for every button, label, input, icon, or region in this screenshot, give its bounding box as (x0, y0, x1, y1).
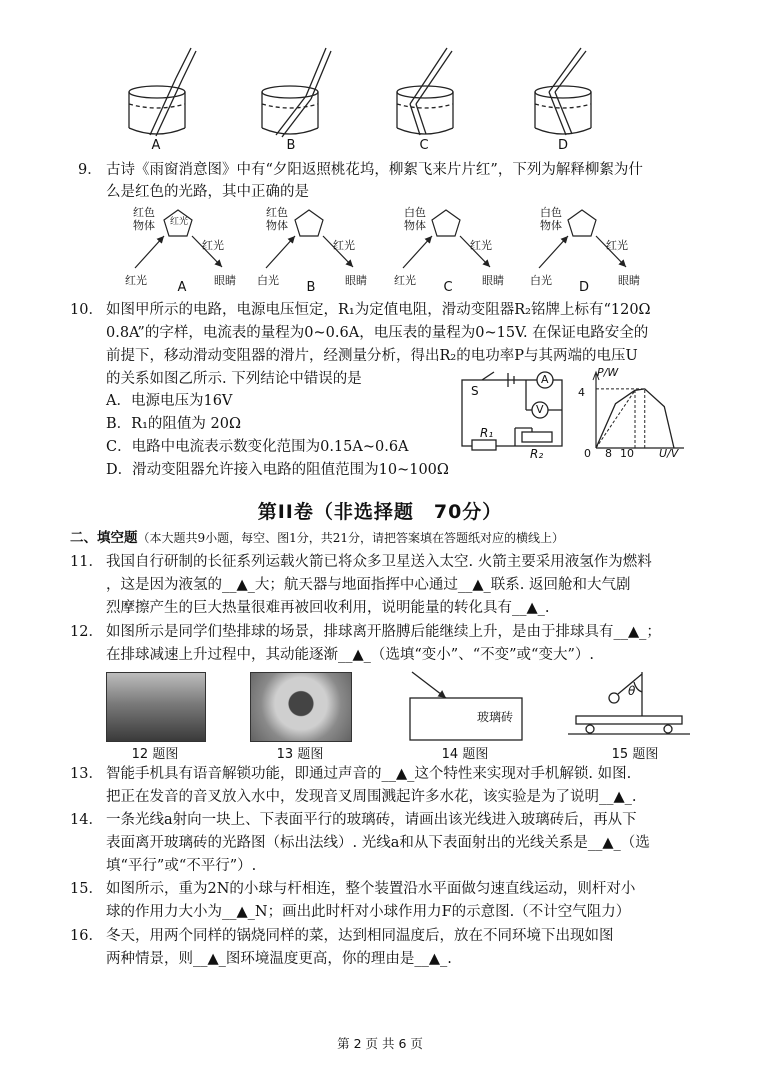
graph-xlabel: U/V (659, 447, 679, 460)
photo-tuning-fork (250, 672, 352, 742)
q13-line-2: 把正在发音的音叉放入水中，发现音叉周围溅起许多水花，该实验是为了说明__▲_. (106, 789, 637, 805)
q9d-in-light: 白光 (530, 274, 552, 287)
glass-block-label: 玻璃砖 (477, 710, 514, 724)
q9a-in-light: 红光 (125, 274, 147, 287)
q10-text-1: 如图甲所示的电路，电源电压恒定，R₁为定值电阻，滑动变阻器R₂铭牌上标有“120Ω (106, 302, 651, 318)
q15-number: 15． (70, 881, 103, 897)
q9-number: 9． (78, 162, 102, 178)
q11-line-3: 烈摩擦产生的巨大热量很难再被回收利用，说明能量的转化具有__▲_. (106, 600, 550, 616)
switch-label: S (471, 384, 479, 398)
q9b-in-light: 白光 (257, 274, 279, 287)
q9b-object: 红色物体 (266, 206, 288, 232)
q9c-in-light: 红光 (394, 274, 416, 287)
section2-note: （本大题共9小题，每空、图1分，共21分，请把答案填在答题纸对应的横线上） (137, 531, 565, 545)
section2-subtitle (70, 528, 564, 548)
q15-line-2: 球的作用力大小为__▲_N；画出此时杆对小球作用力F的示意图.（不计空气阻力） (106, 904, 631, 920)
option-label-d: D (557, 138, 568, 153)
q12-text-1: 如图所示是同学们垫排球的场景，排球离开胳膊后能继续上升，是由于排球具有__▲_； (106, 624, 661, 640)
cart-ball-figure (562, 668, 692, 748)
theta-label: θ (628, 684, 636, 698)
q10-line-3: 前提下，移动滑动变阻器的滑片，经测量分析，得出R₂的电功率P与其两端的电压U (106, 348, 638, 364)
q9b-out-light: 红光 (333, 239, 355, 252)
beaker-a-figure (0, 0, 760, 160)
q9b-eye: 眼睛 (345, 274, 367, 287)
q14-line-3: 填“平行”或“不平行”）. (106, 858, 257, 874)
q11-text-1: 我国自行研制的长征系列运载火箭已将众多卫星送入太空. 火箭主要采用液氢作为燃料 (106, 554, 652, 570)
q10-option-d: D．滑动变阻器允许接入电路的阻值范围为10~100Ω (106, 462, 449, 478)
caption-fig14: 14 题图 (441, 747, 489, 762)
graph-x-tick-8: 8 (605, 447, 612, 460)
q9a-option: A (177, 280, 187, 295)
q9a-out-light: 红光 (202, 239, 224, 252)
caption-fig12: 12 题图 (131, 747, 179, 762)
q11-line-2: ，这是因为液氢的__▲_大；航天器与地面指挥中心通过__▲_联系. 返回舱和大气剧 (106, 577, 631, 593)
pu-graph-svg (586, 368, 696, 468)
graph-ylabel: P/W (597, 366, 619, 379)
option-label-c: C (419, 138, 429, 153)
q12-number: 12． (70, 624, 103, 640)
q9c-option: C (443, 280, 453, 295)
guide-diagonal (596, 390, 635, 448)
q11-line-1 (70, 552, 652, 572)
q16-text-1: 冬天，用两个同样的锅烧同样的菜，达到相同温度后，放在不同环境下出现如图 (106, 928, 614, 944)
photo-volleyball (106, 672, 206, 742)
q9d-eye: 眼睛 (618, 274, 640, 287)
voltmeter-label: V (536, 403, 544, 416)
q9-line-2: 么是红色的光路，其中正确的是 (106, 184, 309, 200)
q9a-object: 红色物体 (133, 206, 155, 232)
caption-fig15: 15 题图 (611, 747, 659, 762)
q16-line-1 (70, 926, 614, 946)
section2-head: 二、填空题 (70, 530, 138, 546)
q13-line-1 (70, 764, 631, 784)
q15-text-1: 如图所示，重为2N的小球与杆相连，整个装置沿水平面做匀速直线运动，则杆对小 (106, 881, 636, 897)
q13-number: 13． (70, 766, 103, 782)
q14-line-1 (70, 810, 637, 830)
q10-line-1 (70, 300, 651, 320)
q14-number: 14． (70, 812, 103, 828)
graph-x-tick-10: 10 (620, 447, 634, 460)
graph-y-tick-4: 4 (578, 386, 585, 399)
option-label-b: B (286, 138, 296, 153)
q16-number: 16． (70, 928, 103, 944)
q14-text-1: 一条光线a射向一块上、下表面平行的玻璃砖，请画出该光线进入玻璃砖后，再从下 (106, 812, 637, 828)
q11-number: 11． (70, 554, 103, 570)
section2-title: 第II卷（非选择题 70分） (257, 501, 503, 523)
r2-label: R₂ (530, 447, 544, 461)
q9d-object: 白色物体 (540, 206, 562, 232)
q9-line-1 (78, 160, 643, 180)
q9c-eye: 眼睛 (482, 274, 504, 287)
q10-line-2: 0.8A”的字样，电流表的量程为0~0.6A，电压表的量程为0~15V. 在保证电路安全的 (106, 325, 649, 341)
q9d-out-light: 红光 (606, 239, 628, 252)
q9c-out-light: 红光 (470, 239, 492, 252)
q10-line-4: 的关系如图乙所示. 下列结论中错误的是 (106, 371, 362, 387)
q13-text-1: 智能手机具有语音解锁功能，即通过声音的__▲_这个特性来实现对手机解锁. 如图. (106, 766, 632, 782)
q12-line-1 (70, 622, 661, 642)
r1-label: R₁ (480, 426, 494, 440)
q9a-eye: 眼睛 (214, 274, 236, 287)
caption-fig13: 13 题图 (276, 747, 324, 762)
q9d-option: D (578, 280, 589, 295)
option-label-a: A (151, 138, 161, 153)
q10-option-a: A．电源电压为16V (106, 393, 233, 409)
q9-text-1: 古诗《雨窗消意图》中有“夕阳返照桃花坞，柳絮飞来片片红”，下列为解释柳絮为什 (106, 162, 643, 178)
q14-line-2: 表面离开玻璃砖的光路图（标出法线）. 光线a和从下表面射出的光线关系是__▲_（选 (106, 835, 650, 851)
q9a-object-text: 红光 (170, 217, 189, 227)
q10-option-c: C．电路中电流表示数变化范围为0.15A~0.6A (106, 439, 409, 455)
q12-line-2: 在排球减速上升过程中，其动能逐渐__▲_（选填“变小”、“不变”或“变大”）. (106, 647, 594, 663)
page-footer: 第 2 页 共 6 页 (337, 1036, 423, 1051)
q9b-option: B (306, 280, 316, 295)
ammeter-label: A (541, 373, 549, 386)
graph-x-tick-0: 0 (584, 447, 591, 460)
q15-line-1 (70, 879, 635, 899)
q10-number: 10． (70, 302, 103, 318)
q16-line-2: 两种情景，则__▲_图环境温度更高，你的理由是__▲_. (106, 951, 452, 967)
q9c-object: 白色物体 (404, 206, 426, 232)
q10-option-b: B．R₁的阻值为 20Ω (106, 416, 241, 432)
